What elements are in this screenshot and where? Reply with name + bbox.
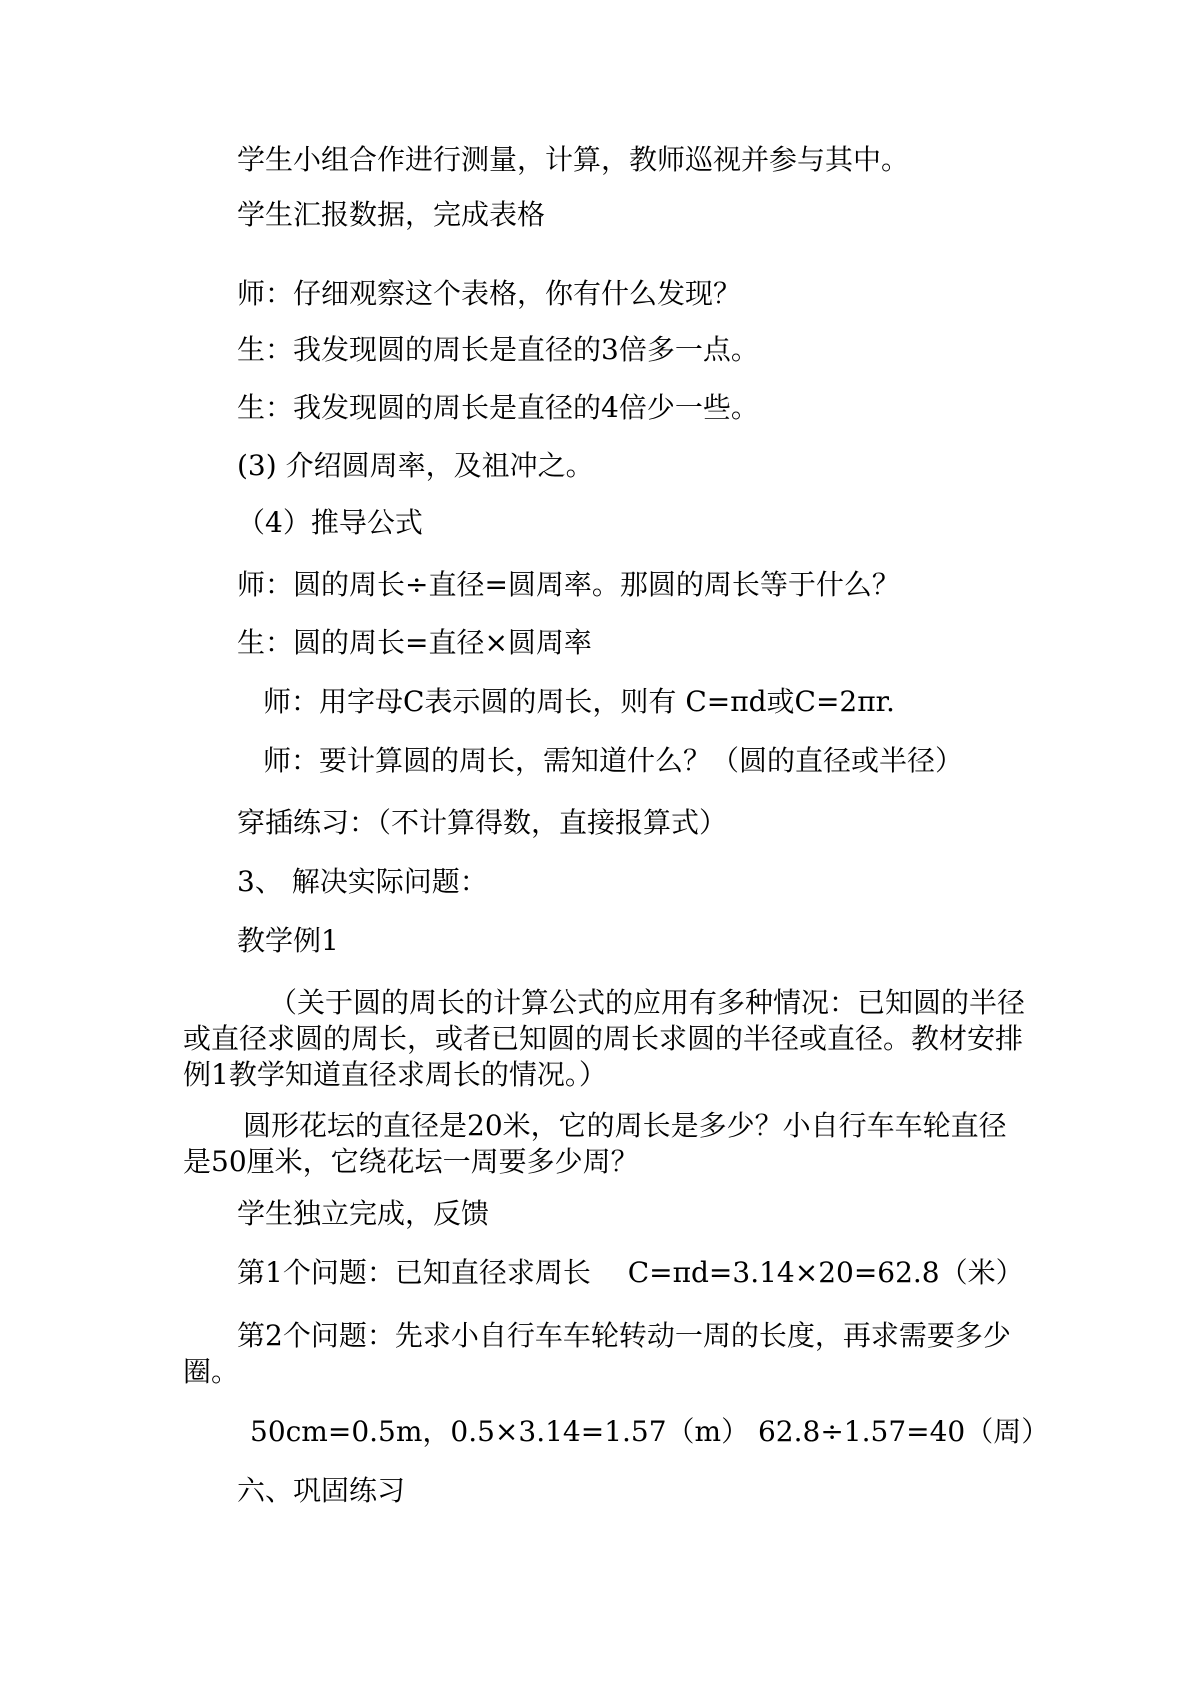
text-line-11: 师：要计算圆的周长，需知道什么？（圆的直径或半径） xyxy=(263,744,964,777)
text-line-6: (3) 介绍圆周率，及祖冲之。 xyxy=(237,449,594,482)
text-line-3: 师：仔细观察这个表格，你有什么发现？ xyxy=(237,277,742,310)
text-line-21: 六、巩固练习 xyxy=(237,1474,406,1507)
text-line-17: 学生独立完成，反馈 xyxy=(237,1197,490,1230)
text-line-5: 生：我发现圆的周长是直径的4倍少一些。 xyxy=(237,391,759,424)
paragraph-question-2: 第2个问题：先求小自行车车轮转动一周的长度，再求需要多少圈。 xyxy=(183,1319,1011,1388)
text-line-1: 学生小组合作进行测量，计算，教师巡视并参与其中。 xyxy=(237,143,910,176)
text-line-7: （4）推导公式 xyxy=(237,506,423,539)
text-line-4: 生：我发现圆的周长是直径的3倍多一点。 xyxy=(237,333,759,366)
text-line-18: 第1个问题：已知直径求周长 C=πd=3.14×20=62.8（米） xyxy=(237,1256,1024,1289)
text-line-12: 穿插练习：（不计算得数，直接报算式） xyxy=(237,806,728,839)
paragraph-example-problem: 圆形花坛的直径是20米，它的周长是多少？小自行车车轮直径是50厘米，它绕花坛一周要多少周？ xyxy=(183,1109,1007,1178)
text-line-20: 50cm=0.5m，0.5×3.14=1.57（m） 62.8÷1.57=40（周） xyxy=(250,1415,1050,1448)
text-line-10: 师：用字母C表示圆的周长，则有 C=πd或C=2πr. xyxy=(263,685,895,718)
text-line-13: 3、 解决实际问题： xyxy=(237,865,488,898)
text-line-2: 学生汇报数据，完成表格 xyxy=(237,198,546,231)
text-line-9: 生：圆的周长=直径×圆周率 xyxy=(237,626,592,659)
text-line-8: 师：圆的周长÷直径=圆周率。那圆的周长等于什么？ xyxy=(237,568,900,601)
paragraph-example-note: （关于圆的周长的计算公式的应用有多种情况：已知圆的半径或直径求圆的周长，或者已知圆的周长求圆的半径或直径。教材安排例1教学知道直径求周长的情况。） xyxy=(183,986,1026,1091)
text-line-14: 教学例1 xyxy=(237,924,339,957)
